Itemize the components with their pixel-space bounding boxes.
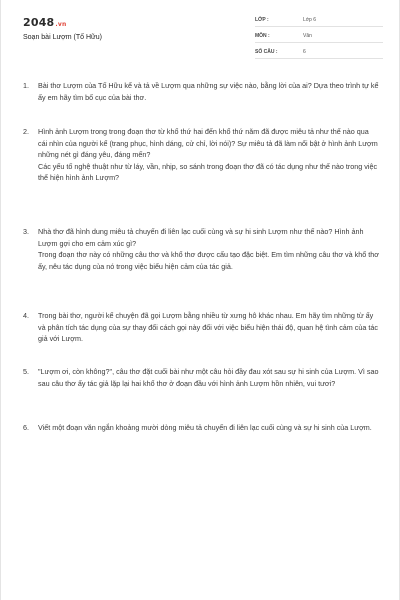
question-item	[23, 80, 379, 103]
logo-sub: .vn	[55, 21, 67, 28]
question-text: Hình ảnh Lượm trong trong đoạn thơ từ khổ thứ hai đến khổ thứ năm đã được miêu tả như thế nào qua cái nhìn của người kể (trang phục, hình dáng, cử chỉ, lời nói)? Sự miêu tả đã làm nổi bật ở hình ảnh Lượm những nét gì đáng yêu, đáng mến?	[38, 127, 378, 160]
meta-row-class	[255, 14, 383, 27]
question-number: 4.	[23, 311, 29, 320]
question-item	[23, 422, 372, 434]
question-number: 1.	[23, 81, 29, 90]
document-header	[23, 14, 383, 60]
question-text: Trong đoạn thơ này có những câu thơ và khổ thơ được cấu tạo đặc biệt. Em tìm những câu thơ và khổ thơ ấy, nêu tác dụng của nó trong việc biểu hiện cảm của tác giả.	[38, 250, 379, 271]
meta-row-subject	[255, 30, 383, 43]
meta-value: Văn	[303, 33, 312, 39]
question-item	[23, 366, 379, 389]
logo-main: 2048	[23, 16, 55, 29]
document-title: Soạn bài Lượm (Tố Hữu)	[23, 34, 102, 41]
question-number: 6.	[23, 423, 29, 432]
question-number: 2.	[23, 127, 29, 136]
question-item	[23, 226, 379, 272]
meta-row-question-count	[255, 46, 383, 59]
question-text: "Lượm ơi, còn không?", câu thơ đặt cuối bài như một câu hỏi đầy đau xót sau sự hi sinh của Lượm. Vì sao sau câu thơ ấy tác giả lặp lại hai khổ thơ ở đoạn đầu với hình ảnh Lượm hồn nhiên, vui tươi?	[38, 367, 379, 388]
meta-value: Lớp 6	[303, 17, 317, 23]
meta-key: SỐ CÂU :	[255, 49, 278, 55]
question-text: Các yếu tố nghệ thuật như từ láy, vần, nhịp, so sánh trong đoạn thơ đã có tác dụng như thế nào trong việc thể hiện hình ảnh Lượm?	[38, 161, 378, 183]
question-number: 5.	[23, 367, 29, 376]
meta-value: 6	[303, 49, 306, 55]
question-text: Viết một đoạn văn ngắn khoảng mười dòng miêu tả chuyến đi liên lạc cuối cùng và sự hi sinh của Lượm.	[38, 423, 372, 432]
question-item	[23, 126, 379, 184]
question-text: Bài thơ Lượm của Tố Hữu kể và tả về Lượm qua những sự việc nào, bằng lời của ai? Dựa theo trình tự kể ấy em hãy tìm bố cục của bài thơ.	[38, 81, 379, 102]
meta-table	[255, 14, 383, 62]
question-number: 3.	[23, 227, 29, 236]
question-text: Trong bài thơ, người kể chuyện đã gọi Lượm bằng nhiều từ xưng hô khác nhau. Em hãy tìm những từ ấy và phân tích tác dụng của sự thay đổi cách gọi này đối với việc biểu hiện thái độ, quan hệ tình cảm của tác giả với Lượm.	[38, 311, 378, 344]
site-logo[interactable]	[23, 16, 66, 29]
question-item	[23, 310, 379, 345]
question-text: Nhà thơ đã hình dung miêu tả chuyến đi liên lạc cuối cùng và sự hi sinh Lượm như thế nào? Hình ảnh Lượm gợi cho em cảm xúc gì?	[38, 227, 364, 248]
meta-key: MÔN :	[255, 33, 270, 39]
meta-key: LỚP :	[255, 17, 269, 23]
